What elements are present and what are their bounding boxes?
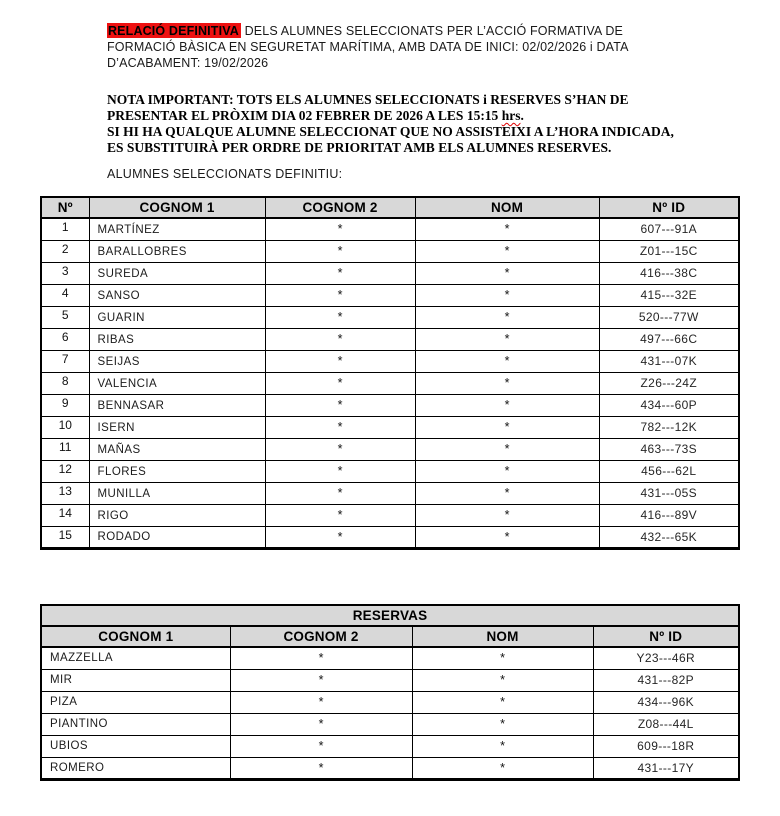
cognom2-cell: * (265, 526, 415, 548)
note-lead: NOTA IMPORTANT: (107, 92, 234, 107)
selected-table-row (41, 240, 739, 262)
cognom1-cell: RIGO (89, 504, 265, 526)
selected-table-row (41, 306, 739, 328)
cognom1-cell: VALENCIA (89, 372, 265, 394)
spellcheck-word: hrs (501, 108, 521, 123)
cognom1-cell: PIANTINO (41, 713, 230, 735)
reservas-table-row (41, 757, 739, 779)
reservas-title: RESERVAS (41, 605, 739, 626)
cognom1-cell: RIBAS (89, 328, 265, 350)
selected-table-body (41, 218, 739, 548)
reservas-title-row (41, 605, 739, 626)
title-line-1-rest: DELS ALUMNES SELECCIONATS PER L’ACCIÓ FORMATIVA DE (240, 24, 623, 38)
cognom1-cell: UBIOS (41, 735, 230, 757)
header-cognom1: COGNOM 1 (89, 197, 265, 218)
row-number-cell: 10 (41, 416, 89, 438)
cognom1-cell: SANSO (89, 284, 265, 306)
nom-cell: * (415, 372, 599, 394)
cognom2-cell: * (265, 372, 415, 394)
selected-table-row (41, 482, 739, 504)
cognom2-cell: * (265, 262, 415, 284)
cognom1-cell: PIZA (41, 691, 230, 713)
id-cell: 463---73S (599, 438, 739, 460)
id-cell: 431---05S (599, 482, 739, 504)
selected-table-row (41, 504, 739, 526)
selected-table-row (41, 262, 739, 284)
id-cell: 431---07K (599, 350, 739, 372)
selected-table-row (41, 284, 739, 306)
row-number-cell: 7 (41, 350, 89, 372)
cognom1-cell: BENNASAR (89, 394, 265, 416)
row-number-cell: 4 (41, 284, 89, 306)
nom-cell: * (415, 240, 599, 262)
selected-table-row (41, 416, 739, 438)
note-line-2-end: . (520, 108, 524, 123)
cognom2-cell: * (265, 218, 415, 240)
id-cell: Z08---44L (593, 713, 739, 735)
id-cell: 520---77W (599, 306, 739, 328)
cognom1-cell: FLORES (89, 460, 265, 482)
nom-cell: * (415, 218, 599, 240)
cognom2-cell: * (230, 669, 412, 691)
reservas-table-row (41, 691, 739, 713)
title-line-3: D’ACABAMENT: 19/02/2026 (107, 56, 269, 70)
cognom1-cell: SEIJAS (89, 350, 265, 372)
reservas-table-row (41, 669, 739, 691)
nom-cell: * (415, 328, 599, 350)
row-number-cell: 9 (41, 394, 89, 416)
row-number-cell: 13 (41, 482, 89, 504)
note-line-1 (107, 92, 674, 108)
row-number-cell: 14 (41, 504, 89, 526)
selected-table-row (41, 438, 739, 460)
id-cell: Z26---24Z (599, 372, 739, 394)
cognom2-cell: * (265, 394, 415, 416)
nom-cell: * (412, 691, 593, 713)
header-id: Nº ID (599, 197, 739, 218)
id-cell: 497---66C (599, 328, 739, 350)
id-cell: 434---60P (599, 394, 739, 416)
header-num: Nº (41, 197, 89, 218)
cognom2-cell: * (265, 438, 415, 460)
id-cell: 431---17Y (593, 757, 739, 779)
title-highlight: RELACIÓ DEFINITIVA (108, 24, 239, 38)
cognom1-cell: GUARIN (89, 306, 265, 328)
selected-table-row (41, 460, 739, 482)
nom-cell: * (412, 647, 593, 669)
id-cell: 416---38C (599, 262, 739, 284)
cognom2-cell: * (265, 284, 415, 306)
cognom2-cell: * (230, 647, 412, 669)
cognom1-cell: ISERN (89, 416, 265, 438)
id-cell: Z01---15C (599, 240, 739, 262)
cognom2-cell: * (265, 350, 415, 372)
nom-cell: * (412, 757, 593, 779)
cognom2-cell: * (265, 240, 415, 262)
row-number-cell: 6 (41, 328, 89, 350)
cognom2-cell: * (230, 691, 412, 713)
header-id: Nº ID (593, 626, 739, 647)
nom-cell: * (415, 526, 599, 548)
cognom1-cell: ROMERO (41, 757, 230, 779)
cognom1-cell: MARTÍNEZ (89, 218, 265, 240)
nom-cell: * (415, 350, 599, 372)
selected-table-row (41, 372, 739, 394)
cognom2-cell: * (265, 416, 415, 438)
header-nom: NOM (412, 626, 593, 647)
note-line-2 (107, 108, 674, 124)
note-line-2-pre: PRESENTAR EL PRÒXIM DIA 02 FEBRER DE 2026 A LES 15:15 (107, 108, 502, 123)
title-line-2: FORMACIÓ BÀSICA EN SEGURETAT MARÍTIMA, AMB DATA DE INICI: 02/02/2026 i DATA (107, 40, 629, 54)
nom-cell: * (412, 669, 593, 691)
id-cell: 782---12K (599, 416, 739, 438)
note-line-1-rest: TOTS ELS ALUMNES SELECCIONATS i RESERVES S’HAN DE (233, 92, 629, 107)
selected-table-row (41, 328, 739, 350)
nom-cell: * (412, 735, 593, 757)
nom-cell: * (415, 284, 599, 306)
id-cell: 431---82P (593, 669, 739, 691)
nom-cell: * (415, 416, 599, 438)
nom-cell: * (412, 713, 593, 735)
nom-cell: * (415, 504, 599, 526)
cognom2-cell: * (230, 757, 412, 779)
id-cell: 609---18R (593, 735, 739, 757)
cognom2-cell: * (265, 504, 415, 526)
nom-cell: * (415, 394, 599, 416)
cognom2-cell: * (230, 713, 412, 735)
header-cognom2: COGNOM 2 (230, 626, 412, 647)
cognom2-cell: * (265, 306, 415, 328)
id-cell: 416---89V (599, 504, 739, 526)
note-line-4: ES SUBSTITUIRÀ PER ORDRE DE PRIORITAT AMB ELS ALUMNES RESERVES. (107, 140, 612, 155)
cognom2-cell: * (265, 460, 415, 482)
cognom1-cell: MIR (41, 669, 230, 691)
row-number-cell: 15 (41, 526, 89, 548)
row-number-cell: 8 (41, 372, 89, 394)
selected-table-row (41, 350, 739, 372)
cognom2-cell: * (265, 328, 415, 350)
reservas-header-row (41, 626, 739, 647)
cognom1-cell: RODADO (89, 526, 265, 548)
cognom1-cell: MAZZELLA (41, 647, 230, 669)
id-cell: 456---62L (599, 460, 739, 482)
cognom1-cell: BARALLOBRES (89, 240, 265, 262)
selected-students-table (40, 196, 740, 550)
title-line-1 (107, 23, 629, 39)
cognom1-cell: SUREDA (89, 262, 265, 284)
id-cell: 607---91A (599, 218, 739, 240)
nom-cell: * (415, 306, 599, 328)
cognom2-cell: * (265, 482, 415, 504)
row-number-cell: 3 (41, 262, 89, 284)
nom-cell: * (415, 460, 599, 482)
nom-cell: * (415, 438, 599, 460)
reservas-table-body (41, 647, 739, 779)
cognom2-cell: * (230, 735, 412, 757)
header-nom: NOM (415, 197, 599, 218)
selected-table-row (41, 218, 739, 240)
reservas-table-row (41, 713, 739, 735)
row-number-cell: 11 (41, 438, 89, 460)
id-cell: 415---32E (599, 284, 739, 306)
selected-table-row (41, 526, 739, 548)
reservas-table (40, 604, 740, 781)
row-number-cell: 2 (41, 240, 89, 262)
id-cell: 434---96K (593, 691, 739, 713)
id-cell: Y23---46R (593, 647, 739, 669)
id-cell: 432---65K (599, 526, 739, 548)
selected-section-label: ALUMNES SELECCIONATS DEFINITIU: (107, 167, 343, 181)
row-number-cell: 1 (41, 218, 89, 240)
row-number-cell: 5 (41, 306, 89, 328)
nom-cell: * (415, 262, 599, 284)
nom-cell: * (415, 482, 599, 504)
selected-table-header-row (41, 197, 739, 218)
header-cognom2: COGNOM 2 (265, 197, 415, 218)
selected-table-row (41, 394, 739, 416)
reservas-table-row (41, 647, 739, 669)
header-cognom1: COGNOM 1 (41, 626, 230, 647)
reservas-table-row (41, 735, 739, 757)
note-line-3: SI HI HA QUALQUE ALUMNE SELECCIONAT QUE NO ASSISTEIXI A L’HORA INDICADA, (107, 124, 674, 139)
cognom1-cell: MUNILLA (89, 482, 265, 504)
cognom1-cell: MAÑAS (89, 438, 265, 460)
important-note (107, 92, 674, 156)
document-title (107, 23, 629, 71)
row-number-cell: 12 (41, 460, 89, 482)
